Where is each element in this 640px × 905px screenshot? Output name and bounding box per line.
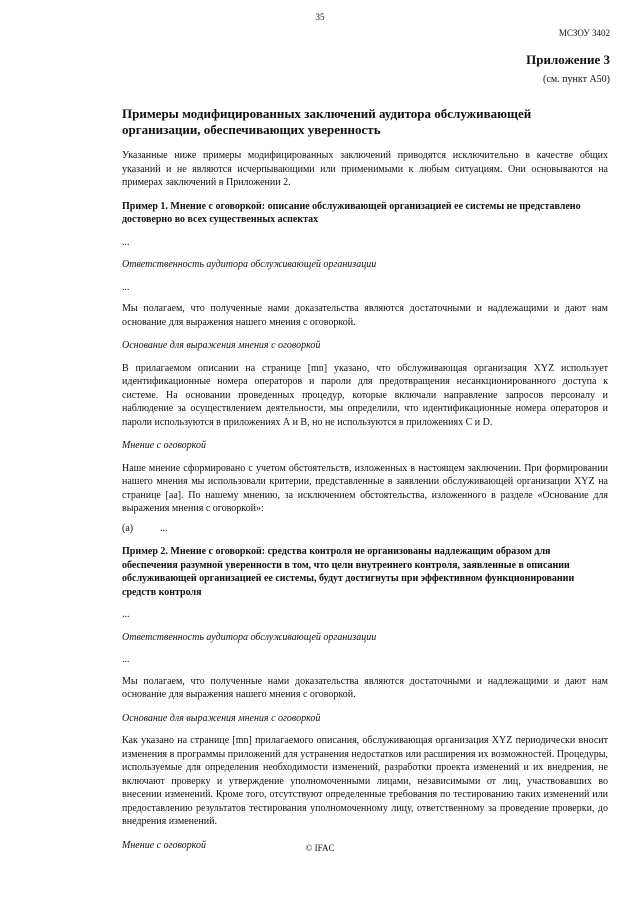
- ellipsis: ...: [122, 654, 130, 665]
- example2-belief-paragraph: Мы полагаем, что полученные нами доказательства являются достаточными и надлежащими и дают нам основание для выражения нашего мнения с оговоркой.: [122, 675, 608, 700]
- example1-belief-paragraph: Мы полагаем, что полученные нами доказательства являются достаточными и надлежащими и дают нам основание для выражения нашего мнения с оговоркой.: [122, 303, 608, 328]
- ellipsis: ...: [122, 609, 130, 620]
- example1-responsibility-heading: Ответственность аудитора обслуживающей организации: [122, 259, 377, 270]
- page-number: 35: [315, 12, 325, 22]
- ellipsis: ...: [122, 236, 130, 248]
- list-item-text: ...: [160, 522, 168, 534]
- footer-copyright: © IFAC: [305, 843, 335, 853]
- example2-responsibility-heading: Ответственность аудитора обслуживающей организации: [122, 631, 377, 643]
- intro-paragraph: Указанные ниже примеры модифицированных заключений приводятся исключительно в качестве общих указаний и не являются исчерпывающими или применимыми к любым ситуациям. Они основываются на примерах заключений в Приложении 2.: [122, 150, 608, 188]
- example1-basis-paragraph: В прилагаемом описании на странице [mn] указано, что обслуживающая организация XYZ использует идентификационные номера операторов и пароли для предотвращения несанкционированного доступа к системе. На основании проведенных процедур, которые включали направление запросов персоналу и наблюдение за осуществлением деятельности, мы определили, что идентификационные номера операторов и пароли используются в приложениях А и В, но не используются в приложениях С и D.: [122, 362, 608, 428]
- appendix-title: Приложение 3: [526, 52, 610, 67]
- example2-basis-paragraph: Как указано на странице [mn] прилагаемого описания, обслуживающая организация XYZ периодически вносит изменения в программы приложений для устранения недостатков или расширения их возможностей. Процедуры, используемые для определения необходимости изменений, разработки проекта изменений и их внедрения, не включают проверку и утверждение уполномоченными лицами, независимыми от лиц, участвовавших во внесении изменений. Кроме того, отсутствуют определенные требования по тестированию таких изменений или предоставлению результатов тестирования уполномоченному лицу, ответственному за проведение проверки, до внедрения изменений.: [122, 735, 608, 827]
- page-title: Примеры модифицированных заключений аудитора обслуживающей организации, обеспечивающих уверенность: [122, 106, 532, 137]
- example1-opinion-paragraph: Наше мнение сформировано с учетом обстоятельств, изложенных в настоящем заключении. При формировании нашего мнения мы использовали критерии, представленные в заявлении обслуживающей организации XYZ на странице [aa]. По нашему мнению, за исключением обстоятельства, изложенного в разделе «Основание для выражения мнения с оговоркой»:: [122, 462, 608, 514]
- example2-opinion-heading: Мнение с оговоркой: [122, 839, 206, 851]
- example2-heading: Пример 2. Мнение с оговоркой: средства контроля не организованы надлежащим образом для обеспечения разумной уверенности в том, что цели внутреннего контроля, заявленные в описании обслуживающей организацией ее системы, будут достигнуты при эффективном функционировании средств контроля: [122, 546, 575, 598]
- list-item: [122, 522, 608, 536]
- document-code: МСЗОУ 3402: [558, 28, 610, 38]
- ellipsis: ...: [122, 281, 130, 293]
- list-item-label: (a): [122, 522, 134, 534]
- main-content: [122, 106, 608, 852]
- example2-basis-heading: Основание для выражения мнения с оговоркой: [122, 712, 321, 724]
- example1-basis-heading: Основание для выражения мнения с оговоркой: [122, 340, 321, 351]
- example1-opinion-heading: Мнение с оговоркой: [122, 440, 206, 451]
- appendix-reference: (см. пункт А50): [543, 74, 610, 85]
- example1-heading: Пример 1. Мнение с оговоркой: описание обслуживающей организацией ее системы не представлено достоверно во всех существенных аспектах: [122, 200, 581, 225]
